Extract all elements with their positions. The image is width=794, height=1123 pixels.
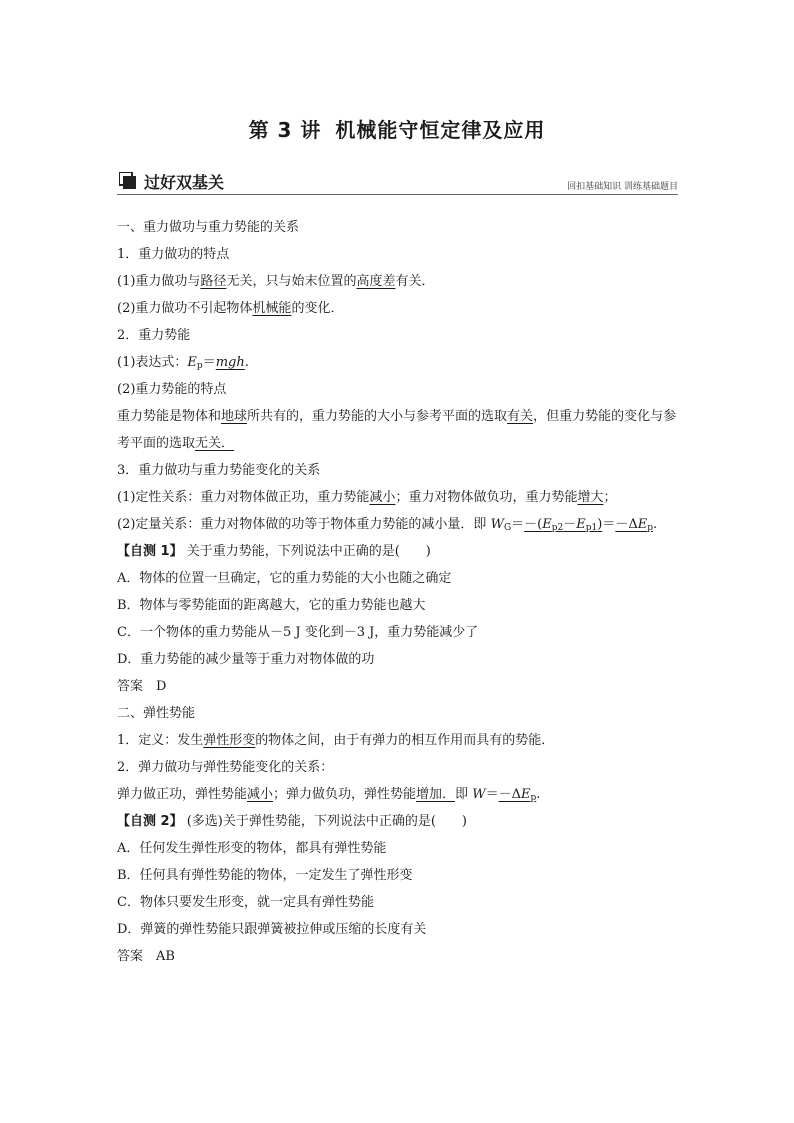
self-test-1-option-b: B．物体与零势能面的距离越大，它的重力势能也越大 [117,598,426,613]
self-test-1-option-d: D．重力势能的减少量等于重力对物体做的功 [117,652,375,667]
heading-2: 二、弹性势能 [117,706,196,721]
item-3-a: (1)定性关系：重力对物体做正功，重力势能减小；重力对物体做负功，重力势能增大； [117,490,617,505]
item-2-c: 重力势能是物体和地球所共有的，重力势能的大小与参考平面的选取有关，但重力势能的变化与参考平面的选取无关． [117,409,677,451]
self-test-1-option-c: C．一个物体的重力势能从－5 J 变化到－3 J，重力势能减少了 [117,625,479,640]
self-test-2-option-a: A．任何发生弹性形变的物体，都具有弹性势能 [117,841,387,856]
item-1: 1．重力做功的特点 [117,247,230,262]
item-1-b: (2)重力做功不引起物体机械能的变化． [117,301,344,316]
item-2-b: (2)重力势能的特点 [117,382,227,397]
self-test-2-option-b: B．任何具有弹性势能的物体，一定发生了弹性形变 [117,868,413,883]
page-title [0,114,794,143]
content-body [117,214,679,970]
item-5: 2．弹力做功与弹性势能变化的关系： [117,760,334,775]
section-square-icon [119,172,137,190]
self-test-1-answer: 答案 D [117,679,167,694]
item-2: 2．重力势能 [117,328,191,343]
self-test-1-option-a: A．物体的位置一旦确定，它的重力势能的大小也随之确定 [117,571,452,586]
self-test-2-option-d: D．弹簧的弹性势能只跟弹簧被拉伸或压缩的长度有关 [117,922,427,937]
self-test-1 [117,538,679,565]
section-subtitle: 回扣基础知识 训练基础题目 [567,182,678,192]
self-test-1-stem: 关于重力势能，下列说法中正确的是( ) [186,544,431,559]
self-test-2-tag: 【自测 2】 [117,814,183,829]
lecture-number: 第 3 讲 [248,118,322,142]
item-3-b: (2)定量关系：重力对物体做的功等于物体重力势能的减小量．即 $W_G=-(E_{p2}-E_{p1})=-\Delta E_p$. [117,517,658,533]
item-4: 1．定义：发生弹性形变的物体之间，由于有弹力的相互作用而具有的势能． [117,733,555,748]
item-3: 3．重力做功与重力势能变化的关系 [117,463,321,478]
self-test-2-option-c: C．物体只要发生形变，就一定具有弹性势能 [117,895,374,910]
self-test-1-tag: 【自测 1】 [117,544,183,559]
item-5-a: 弹力做正功，弹性势能减小；弹力做负功，弹性势能增加．即 $W=-\Delta E_p$. [117,787,541,803]
section-title: 过好双基关 [144,173,225,192]
section-header [117,170,678,195]
self-test-2-answer: 答案 AB [117,949,175,964]
self-test-2 [117,808,679,835]
lecture-name: 机械能守恒定律及应用 [335,118,546,142]
item-1-a: (1)重力做功与路径无关，只与始末位置的高度差有关． [117,274,435,289]
heading-1: 一、重力做功与重力势能的关系 [117,220,300,235]
item-2-a: (1)表达式：$E_p=mgh$. [117,355,249,371]
self-test-2-stem: (多选)关于弹性势能，下列说法中正确的是( ) [186,814,468,829]
